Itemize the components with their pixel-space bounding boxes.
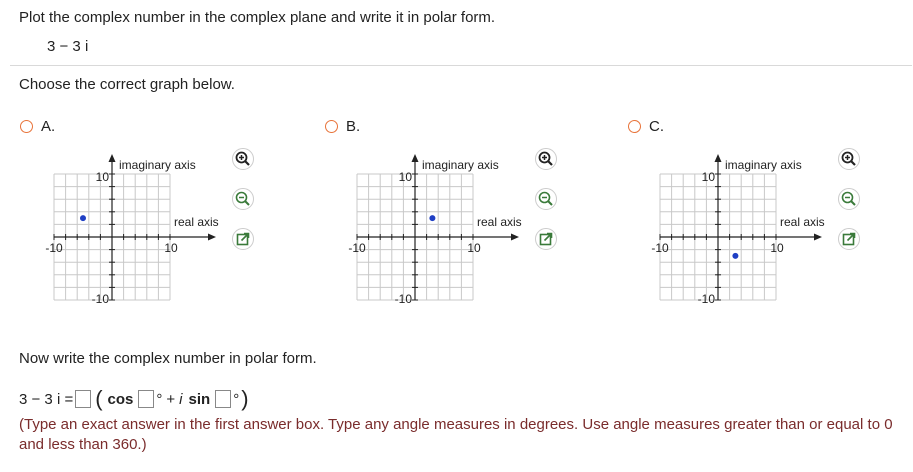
tick-label-real-pos: 10 (467, 241, 481, 255)
degree-sign-2: ° (233, 390, 240, 408)
tick-label-real-neg: -10 (45, 241, 63, 255)
question-instruction: Plot the complex number in the complex plane and write it in polar form. (19, 9, 496, 26)
question-expression: 3 − 3 i (47, 38, 89, 55)
icon-bg (839, 189, 860, 210)
imag-axis-label: imaginary axis (119, 158, 196, 172)
modulus-input[interactable] (75, 390, 91, 408)
popout-icon[interactable] (232, 228, 254, 250)
imag-axis-label: imaginary axis (422, 158, 499, 172)
answer-line (19, 386, 251, 411)
close-paren: ) (241, 386, 249, 411)
real-axis-arrow (208, 234, 216, 241)
imag-axis-arrow (412, 154, 419, 162)
tick-label-real-pos: 10 (164, 241, 178, 255)
imag-axis-arrow (109, 154, 116, 162)
choose-prompt: Choose the correct graph below. (19, 76, 235, 93)
popout-icon[interactable] (535, 228, 557, 250)
zoom-in-icon[interactable] (232, 148, 254, 170)
tick-label-imag-neg: -10 (394, 292, 412, 306)
tick-label-imag-neg: -10 (697, 292, 715, 306)
plotted-point (429, 215, 435, 221)
open-paren: ( (95, 386, 103, 411)
option-b-radio[interactable] (325, 118, 360, 135)
tick-label-imag-pos: 10 (398, 170, 412, 184)
tick-label-real-pos: 10 (770, 241, 784, 255)
option-b-label: B. (346, 118, 361, 135)
option-a-label: A. (41, 118, 56, 135)
real-axis-label: real axis (477, 215, 522, 229)
option-a-radio[interactable] (20, 118, 55, 135)
zoom-out-icon[interactable] (838, 188, 860, 210)
option-c-radio[interactable] (628, 118, 664, 135)
icon-bg (233, 149, 254, 170)
real-axis-arrow (814, 234, 822, 241)
tick-label-real-neg: -10 (348, 241, 366, 255)
tick-label-imag-pos: 10 (95, 170, 109, 184)
popout-icon[interactable] (838, 228, 860, 250)
radio-circle[interactable] (628, 120, 641, 133)
tick-label-imag-neg: -10 (91, 292, 109, 306)
option-a-graph (38, 152, 248, 307)
radio-circle[interactable] (325, 120, 338, 133)
option-b-graph (341, 152, 551, 307)
instruction-note: (Type an exact answer in the first answer box. Type any angle measures in degrees. Use angle measures greater than or equal to 0 and less than 360.) (19, 416, 893, 453)
icon-bg (536, 149, 557, 170)
cos-angle-input[interactable] (138, 390, 154, 408)
imag-axis-label: imaginary axis (725, 158, 802, 172)
icon-bg (839, 149, 860, 170)
icon-bg (536, 189, 557, 210)
sin-angle-input[interactable] (215, 390, 231, 408)
answer-lhs: 3 − 3 i = (19, 390, 74, 408)
zoom-in-icon[interactable] (535, 148, 557, 170)
tick-label-real-neg: -10 (651, 241, 669, 255)
zoom-out-icon[interactable] (535, 188, 557, 210)
polar-prompt: Now write the complex number in polar form. (19, 350, 317, 367)
radio-circle[interactable] (20, 120, 33, 133)
option-c-label: C. (649, 118, 664, 135)
degree-sign-1: ° (156, 390, 163, 408)
divider (10, 65, 912, 66)
imag-unit: i (179, 390, 183, 408)
real-axis-label: real axis (174, 215, 219, 229)
plotted-point (732, 253, 738, 259)
plus-sign: + (166, 390, 176, 408)
real-axis-label: real axis (780, 215, 825, 229)
zoom-in-icon[interactable] (838, 148, 860, 170)
imag-axis-arrow (715, 154, 722, 162)
icon-bg (233, 189, 254, 210)
cos-label: cos (107, 390, 134, 408)
real-axis-arrow (511, 234, 519, 241)
option-c-graph (644, 152, 854, 307)
tick-label-imag-pos: 10 (701, 170, 715, 184)
zoom-out-icon[interactable] (232, 188, 254, 210)
sin-label: sin (188, 390, 211, 408)
plotted-point (80, 215, 86, 221)
